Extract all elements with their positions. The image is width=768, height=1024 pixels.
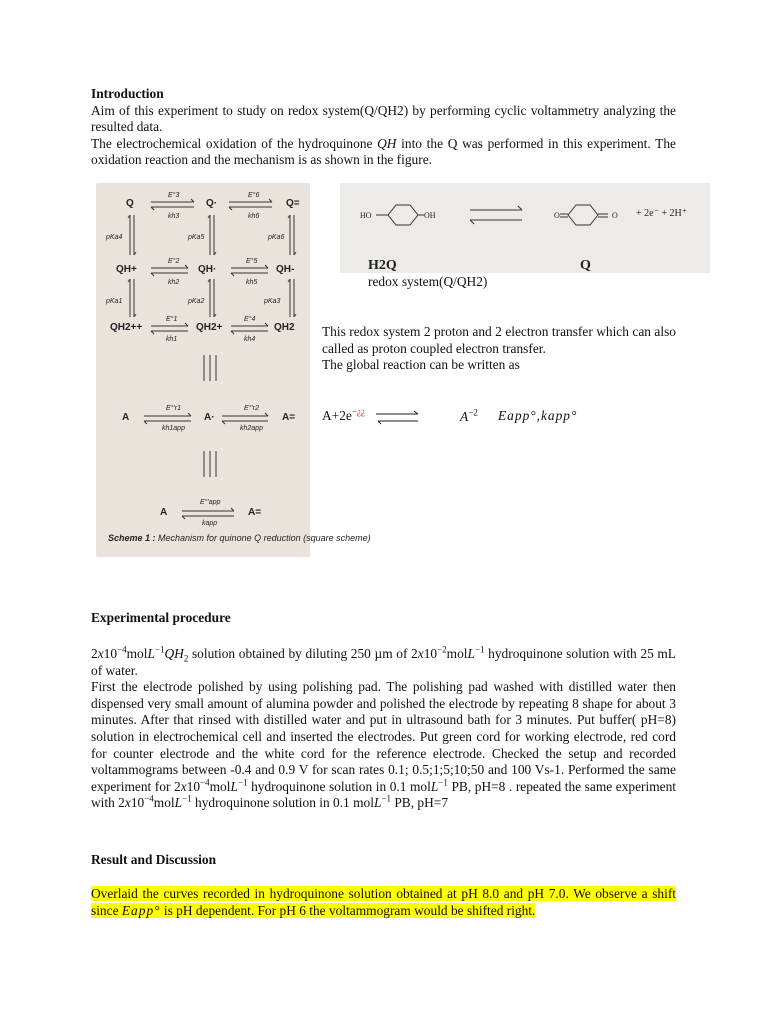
- scheme-k: kh6: [248, 213, 260, 220]
- o-label: O: [554, 211, 560, 220]
- scheme-caption-line1: Scheme 1 : Mechanism for quinone Q reduction (square scheme): [108, 533, 371, 543]
- scheme-species: A=: [248, 507, 262, 518]
- pcet-paragraph: This redox system 2 proton and 2 electron transfer which can also called as proton coupled electron transfer. The global reaction can be written as: [322, 324, 676, 373]
- aim-paragraph: Aim of this experiment to study on redox system(Q/QH2) by performing cyclic voltammetry analyzing the resulted data.: [91, 102, 676, 135]
- scheme-pka: pKa3: [264, 298, 281, 305]
- o-label: O: [612, 211, 618, 220]
- procedure-paragraph: $2x10^{-4}molL^{-1}QH_2$ solution obtained by diluting 250 µm of $2x10^{-2}molL^{-1}$ hydroquinone solution with 25 mL of water. First the electrode polished by using polishing pad. The polishing pad washed with distilled water then dispensed very small amount of alumina powder and polished the electrode by repeating 8 shape for about 3 minutes. After that rinsed with distilled water and put in ultrasound bath for 3 minutes. Put buffer( pH=8) solution in electrochemical cell and inserted the electrodes. Put green cord for working electrode, red cord for counter electrode and the white cord for the reference electrode. Checked the setup and recorded voltammograms between -0.4 and 0.9 V for scan rates 0.1; 0.5;1;5;10;50 and 100 Vs-1. Performed the same experiment for $2x10^{-4}molL^{-1}$ hydroquinone solution in 0.1 molL$^{-1}$ PB, pH=8 . repeated the same experiment with $2x10^{-4}molL^{-1}$ hydroquinone solution in 0.1 molL$^{-1}$ PB, pH=7: [91, 644, 676, 811]
- products-label: + 2e⁻ + 2H⁺: [636, 208, 687, 219]
- h2q-label: H2Q: [368, 258, 397, 273]
- scheme-e: E°1: [166, 316, 178, 323]
- scheme-k: kh2app: [240, 425, 263, 432]
- scheme-species: A: [160, 507, 168, 518]
- procedure-heading: Experimental procedure: [91, 610, 231, 625]
- scheme-pka: pKa5: [188, 234, 205, 241]
- scheme-species: Q: [126, 198, 134, 209]
- scheme-e: E°4: [244, 316, 256, 323]
- introduction-section: [91, 86, 676, 169]
- scheme-species: QH2+: [196, 322, 223, 333]
- oxidation-paragraph: The electrochemical oxidation of the hydroquinone QH into the Q was performed in this experiment. The oxidation reaction and the mechanism is as shown in the figure.: [91, 135, 676, 168]
- redox-reaction-image: [340, 183, 710, 273]
- results-heading: Result and Discussion: [91, 852, 217, 867]
- scheme-e: E°'r2: [244, 405, 260, 412]
- scheme-species: QH·: [198, 264, 217, 275]
- scheme-species: A: [122, 412, 130, 423]
- scheme-species: QH-: [276, 264, 295, 275]
- redox-reaction-diagram: [340, 183, 710, 273]
- scheme-species: Q=: [286, 198, 300, 209]
- scheme-k: kh3: [168, 213, 180, 220]
- scheme-k: kh1app: [162, 425, 185, 432]
- scheme-species: QH2: [274, 322, 295, 333]
- scheme-pka: pKa4: [106, 234, 123, 241]
- scheme-species: QH+: [116, 264, 137, 275]
- ho-label: HO: [360, 211, 372, 220]
- scheme-k: kh4: [244, 336, 256, 343]
- scheme-e: E°3: [168, 192, 180, 199]
- equilibrium-arrows: [374, 410, 420, 424]
- scheme-e: E°6: [248, 192, 260, 199]
- scheme-e: E°'r1: [166, 405, 182, 412]
- scheme-species: A·: [204, 412, 215, 423]
- scheme-k: kh5: [246, 279, 258, 286]
- results-paragraph: Overlaid the curves recorded in hydroquinone solution obtained at pH 8.0 and pH 7.0. We observe a shift since Eapp° is pH dependent. For pH 6 the voltammogram would be shifted right.: [91, 886, 676, 918]
- oh-label: OH: [424, 211, 436, 220]
- scheme-k: kapp: [202, 520, 218, 527]
- scheme-pka: pKa2: [188, 298, 205, 305]
- introduction-heading: Introduction: [91, 86, 164, 101]
- scheme-e: E°5: [246, 258, 258, 265]
- scheme-k: kh1: [166, 336, 178, 343]
- global-reaction-equation: A+2e−¿¿ $A^{-2}$ Eapp°,kapp°: [322, 406, 578, 424]
- scheme-e: E°'app: [200, 499, 221, 506]
- q-label: Q: [580, 258, 591, 273]
- global-reaction-intro: The global reaction can be written as: [322, 357, 520, 373]
- redox-caption: redox system(Q/QH2): [368, 274, 488, 289]
- scheme-species: QH2++: [110, 322, 143, 333]
- scheme-pka: pKa6: [268, 234, 285, 241]
- scheme-pka: pKa1: [106, 298, 123, 305]
- scheme-species: Q·: [206, 198, 218, 209]
- scheme-species: A=: [282, 412, 296, 423]
- scheme-e: E°2: [168, 258, 180, 265]
- scheme-k: kh2: [168, 279, 180, 286]
